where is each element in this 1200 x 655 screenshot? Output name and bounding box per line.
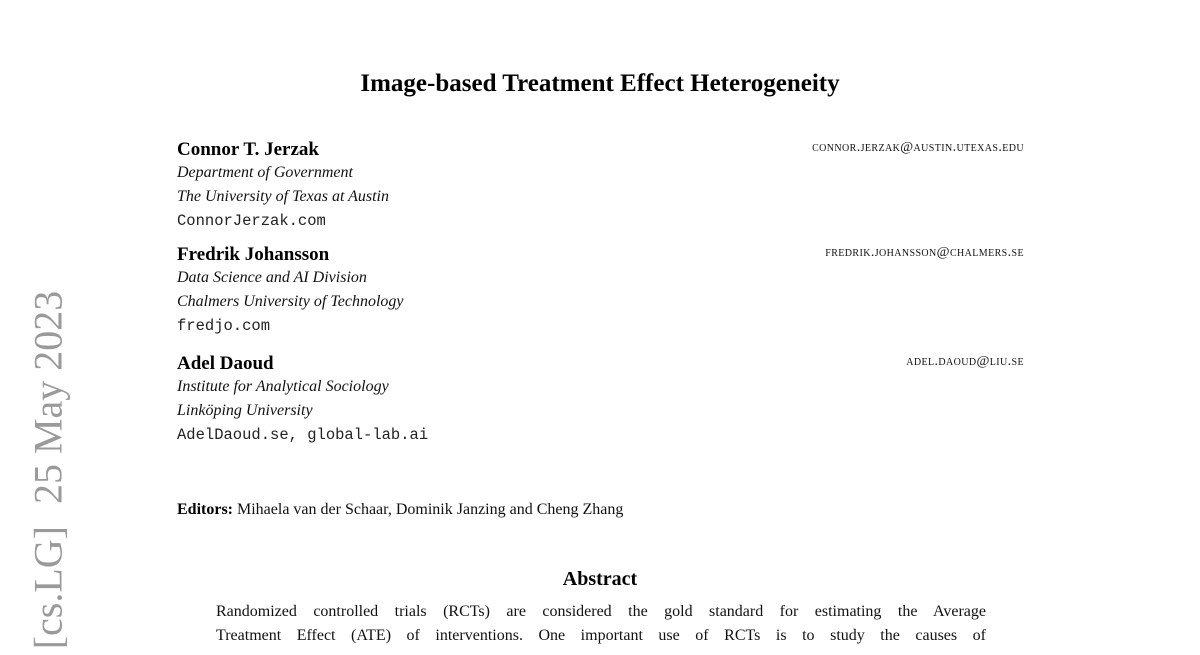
abstract-line: Randomized controlled trials (RCTs) are considered the gold standard for estimating the Average (216, 603, 986, 620)
author-block (177, 138, 1024, 233)
editors-names: Mihaela van der Schaar, Dominik Janzing and Cheng Zhang (237, 501, 624, 518)
author-block (177, 352, 1024, 447)
editors-label: Editors: (177, 501, 233, 518)
author-affiliation: Department of Government (177, 164, 353, 181)
abstract-heading: Abstract (562, 568, 638, 590)
author-affiliation: Data Science and AI Division (177, 269, 367, 286)
author-homepage: ConnorJerzak.com (177, 212, 326, 230)
paper-title: Image-based Treatment Effect Heterogeneity (360, 70, 840, 97)
author-block (177, 243, 1024, 338)
arxiv-date: 25 May 2023 (25, 290, 71, 505)
author-homepage: AdelDaoud.se, global-lab.ai (177, 426, 429, 444)
author-email: fredrik.johansson@chalmers.se (825, 245, 1024, 260)
abstract-body (216, 600, 986, 648)
author-affiliation: Linköping University (177, 402, 313, 419)
abstract-line: Treatment Effect (ATE) of interventions. One important use of RCTs is to study the causes of (216, 627, 986, 644)
author-name: Adel Daoud (177, 353, 274, 374)
author-affiliation: The University of Texas at Austin (177, 188, 389, 205)
author-homepage: fredjo.com (177, 317, 271, 335)
author-affiliation: Institute for Analytical Sociology (177, 378, 389, 395)
arxiv-stamp (25, 285, 72, 655)
author-email: adel.daoud@liu.se (906, 354, 1024, 369)
arxiv-category: [cs.LG] (25, 526, 71, 650)
author-name: Fredrik Johansson (177, 244, 330, 265)
author-affiliation: Chalmers University of Technology (177, 293, 404, 310)
editors-line (177, 501, 623, 519)
author-email: connor.jerzak@austin.utexas.edu (812, 140, 1024, 155)
author-name: Connor T. Jerzak (177, 139, 319, 160)
